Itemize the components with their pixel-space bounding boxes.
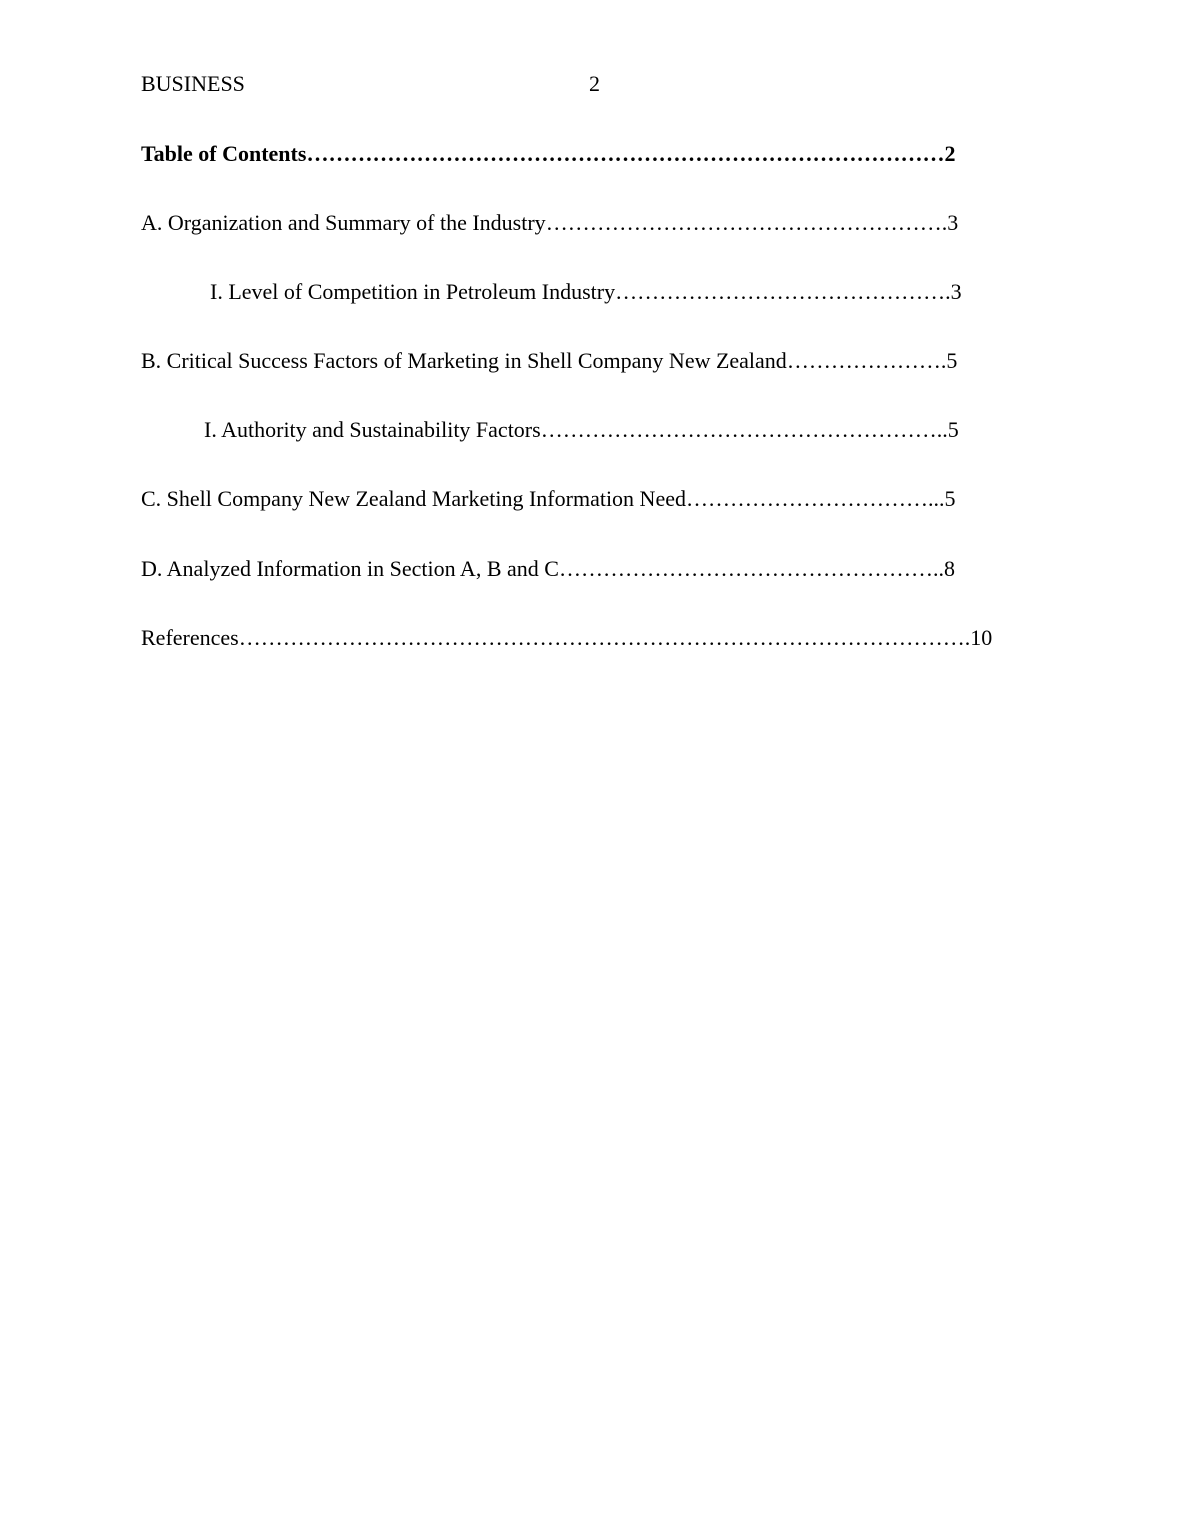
toc-entry-a xyxy=(141,209,958,237)
toc-heading-leader: …………………………………………………………………………… xyxy=(306,141,945,166)
toc-entry-label: C. Shell Company New Zealand Marketing Information Need xyxy=(141,486,686,511)
toc-entry-label: References xyxy=(141,625,239,650)
toc-entry-label: B. Critical Success Factors of Marketing in Shell Company New Zealand xyxy=(141,348,787,373)
toc-entry-leader: …………………. xyxy=(786,348,947,373)
toc-entry-label: D. Analyzed Information in Section A, B and C xyxy=(141,556,559,581)
toc-entry-d xyxy=(141,555,955,583)
toc-entry-label: I. Authority and Sustainability Factors xyxy=(204,417,541,442)
toc-entry-label: I. Level of Competition in Petroleum Industry xyxy=(210,279,616,304)
toc-entry-leader: ………………………………………………. xyxy=(545,210,948,235)
toc-entry-label: A. Organization and Summary of the Industry xyxy=(141,210,546,235)
toc-entry-page: 5 xyxy=(944,486,956,511)
toc-entry-page: 5 xyxy=(947,417,959,442)
toc-heading-page: 2 xyxy=(944,141,956,166)
toc-heading-label: Table of Contents xyxy=(141,141,307,166)
toc-heading xyxy=(141,140,955,168)
toc-entry-references xyxy=(141,624,992,652)
toc-entry-page: 8 xyxy=(943,556,955,581)
toc-entry-leader: ………………………………………. xyxy=(615,279,951,304)
toc-entry-leader: …………………………………………….. xyxy=(558,556,944,581)
toc-entry-page: 5 xyxy=(946,348,958,373)
toc-entry-page: 3 xyxy=(947,210,959,235)
toc-entry-c xyxy=(141,485,955,513)
toc-entry-b-i xyxy=(204,416,959,444)
toc-entry-b xyxy=(141,347,957,375)
toc-entry-a-i xyxy=(210,278,962,306)
toc-entry-leader: ……………………………………………….. xyxy=(540,417,948,442)
running-header-page-number: 2 xyxy=(589,71,600,96)
toc-entry-page: 3 xyxy=(950,279,962,304)
toc-entry-leader: ……………………………... xyxy=(685,486,945,511)
toc-entry-leader: ………………………………………………………………………………………. xyxy=(238,625,971,650)
toc-entry-page: 10 xyxy=(970,625,993,650)
running-header-title: BUSINESS xyxy=(141,71,245,96)
